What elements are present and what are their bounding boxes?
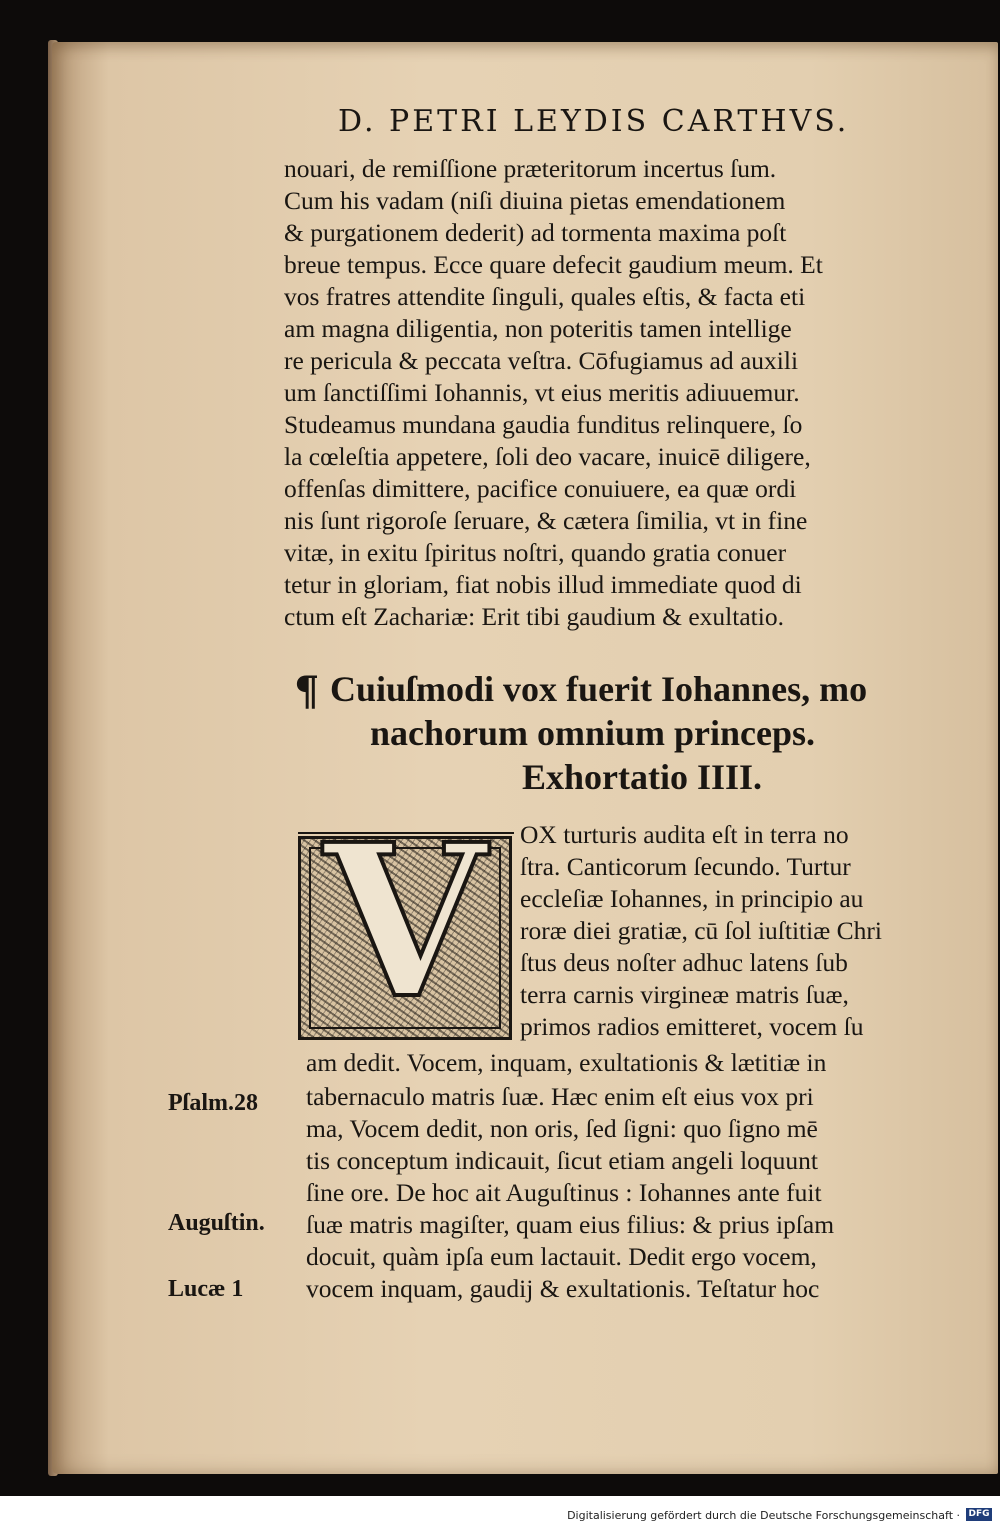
body-line: re pericula & peccata veſtra. Cōfugiamus ad auxili bbox=[284, 346, 799, 375]
footer-credit: Digitalisierung gefördert durch die Deutsche Forschungsgemeinschaft · bbox=[567, 1509, 960, 1522]
body-line: vocem inquam, gaudij & exultationis. Teſtatur hoc bbox=[306, 1274, 820, 1303]
body-line: breue tempus. Ecce quare defecit gaudium meum. Et bbox=[284, 250, 823, 279]
initial-letter: V bbox=[323, 798, 487, 1045]
body-line: tetur in gloriam, fiat nobis illud immediate quod di bbox=[284, 570, 802, 599]
decorated-initial bbox=[298, 798, 512, 1045]
initial-line: ſtus deus noſter adhuc latens ſub bbox=[520, 948, 848, 977]
body-line: & purgationem dederit) ad tormenta maxima poſt bbox=[284, 218, 787, 247]
body-line: am dedit. Vocem, inquam, exultationis & lætitiæ in bbox=[306, 1048, 827, 1077]
body-line: vos fratres attendite ſinguli, quales eſtis, & facta eti bbox=[284, 282, 806, 311]
running-header: D. PETRI LEYDIS CARTHVS. bbox=[338, 104, 850, 139]
pilcrow-mark: ¶ bbox=[294, 668, 320, 715]
body-line: nouari, de remiſſione præteritorum incertus ſum. bbox=[284, 154, 777, 183]
body-line: la cœleſtia appetere, ſoli deo vacare, inuicē diligere, bbox=[284, 442, 811, 471]
body-line: um ſanctiſſimi Iohannis, vt eius meritis adiuuemur. bbox=[284, 378, 800, 407]
body-line: am magna diligentia, non poteritis tamen intellige bbox=[284, 314, 792, 343]
initial-line: roræ diei gratiæ, cū ſol iuſtitiæ Chri bbox=[520, 916, 882, 945]
margin-note-augustin: Auguſtin. bbox=[168, 1210, 265, 1236]
body-line: Cum his vadam (niſi diuina pietas emendationem bbox=[284, 186, 786, 215]
heading-line-2: nachorum omnium princeps. bbox=[370, 713, 816, 753]
initial-line: OX turturis audita eſt in terra no bbox=[520, 820, 849, 849]
initial-line: terra carnis virgineæ matris ſuæ, bbox=[520, 980, 849, 1009]
body-line: Studeamus mundana gaudia funditus relinquere, ſo bbox=[284, 410, 803, 439]
initial-line: ſtra. Canticorum ſecundo. Turtur bbox=[520, 852, 851, 881]
body-line: nis ſunt rigoroſe ſeruare, & cætera ſimilia, vt in fine bbox=[284, 506, 808, 535]
body-line: offenſas dimittere, pacifice conuiuere, ea quæ ordi bbox=[284, 474, 797, 503]
body-line: ctum eſt Zachariæ: Erit tibi gaudium & exultatio. bbox=[284, 602, 784, 631]
dfg-logo-icon: DFG bbox=[966, 1508, 992, 1521]
body-line: tabernaculo matris ſuæ. Hæc enim eſt eius vox pri bbox=[306, 1082, 814, 1111]
body-line: ma, Vocem dedit, non oris, ſed ſigni: quo ſigno mē bbox=[306, 1114, 818, 1143]
initial-line: primos radios emitteret, vocem ſu bbox=[520, 1012, 864, 1041]
body-line: vitæ, in exitu ſpiritus noſtri, quando gratia conuer bbox=[284, 538, 787, 567]
heading-line-1: Cuiuſmodi vox fuerit Iohannes, mo bbox=[330, 669, 868, 709]
body-line: ſine ore. De hoc ait Auguſtinus : Iohannes ante fuit bbox=[306, 1178, 822, 1207]
margin-note-lucae: Lucæ 1 bbox=[168, 1276, 244, 1302]
body-line: ſuæ matris magiſter, quam eius filius: & prius ipſam bbox=[306, 1210, 835, 1239]
margin-note-psalm: Pſalm.28 bbox=[168, 1090, 258, 1116]
body-line: docuit, quàm ipſa eum lactauit. Dedit ergo vocem, bbox=[306, 1242, 817, 1271]
initial-line: eccleſiæ Iohannes, in principio au bbox=[520, 884, 864, 913]
heading-line-3: Exhortatio IIII. bbox=[522, 757, 763, 797]
body-line: tis conceptum indicauit, ſicut etiam angeli loquunt bbox=[306, 1146, 819, 1175]
